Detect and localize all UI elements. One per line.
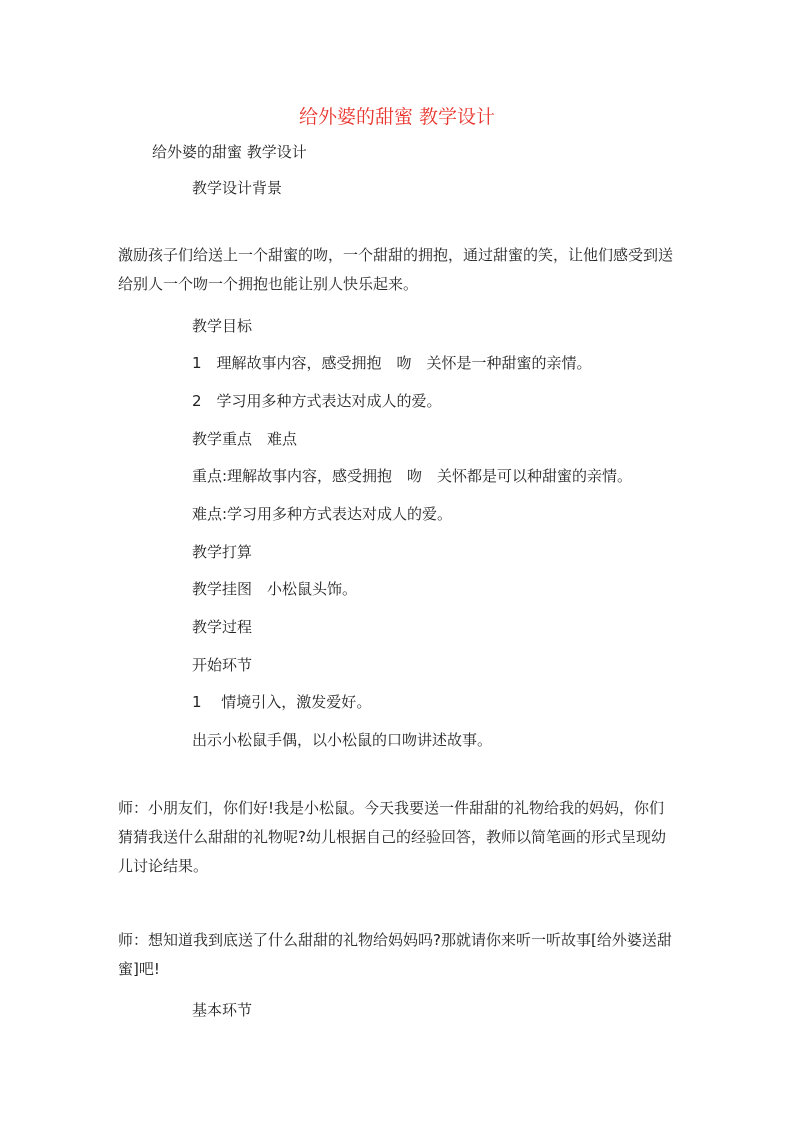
goal-1: 1 理解故事内容，感受拥抱 吻 关怀是一种甜蜜的亲情。 <box>192 354 592 372</box>
goal-2: 2 学习用多种方式表达对成人的爱。 <box>192 392 442 410</box>
heading-goals: 教学目标 <box>192 317 253 335</box>
document-title: 给外婆的甜蜜 教学设计 <box>298 106 496 128</box>
heading-background: 教学设计背景 <box>192 179 283 197</box>
step-1: 1 情境引入，激发爱好。 <box>192 693 372 711</box>
paragraph-background: 激励孩子们给送上一个甜蜜的吻，一个甜甜的拥抱，通过甜蜜的笑，让他们感受到送给别人一个吻一个拥抱也能让别人快乐起来。 <box>118 246 674 293</box>
subtitle: 给外婆的甜蜜 教学设计 <box>152 143 307 161</box>
heading-keypoints: 教学重点 难点 <box>192 430 298 448</box>
show-puppet: 出示小松鼠手偶，以小松鼠的口吻讲述故事。 <box>192 731 493 749</box>
paragraph-teacher-1: 师：小朋友们，你们好!我是小松鼠。今天我要送一件甜甜的礼物给我的妈妈，你们猜猜我送什么甜甜的礼物呢?幼儿根据自己的经验回答，教师以简笔画的形式呈现幼儿讨论结果。 <box>118 799 666 875</box>
difficult-point: 难点:学习用多种方式表达对成人的爱。 <box>192 505 453 523</box>
heading-process: 教学过程 <box>192 618 253 636</box>
heading-basic: 基本环节 <box>192 1001 253 1019</box>
key-point: 重点:理解故事内容，感受拥抱 吻 关怀都是可以种甜蜜的亲情。 <box>192 467 633 485</box>
preparation: 教学挂图 小松鼠头饰。 <box>192 580 358 598</box>
paragraph-teacher-2: 师：想知道我到底送了什么甜甜的礼物给妈妈吗?那就请你来听一听故事[给外婆送甜蜜]吧! <box>118 931 672 978</box>
heading-preparation: 教学打算 <box>192 543 253 561</box>
heading-start: 开始环节 <box>192 656 253 674</box>
